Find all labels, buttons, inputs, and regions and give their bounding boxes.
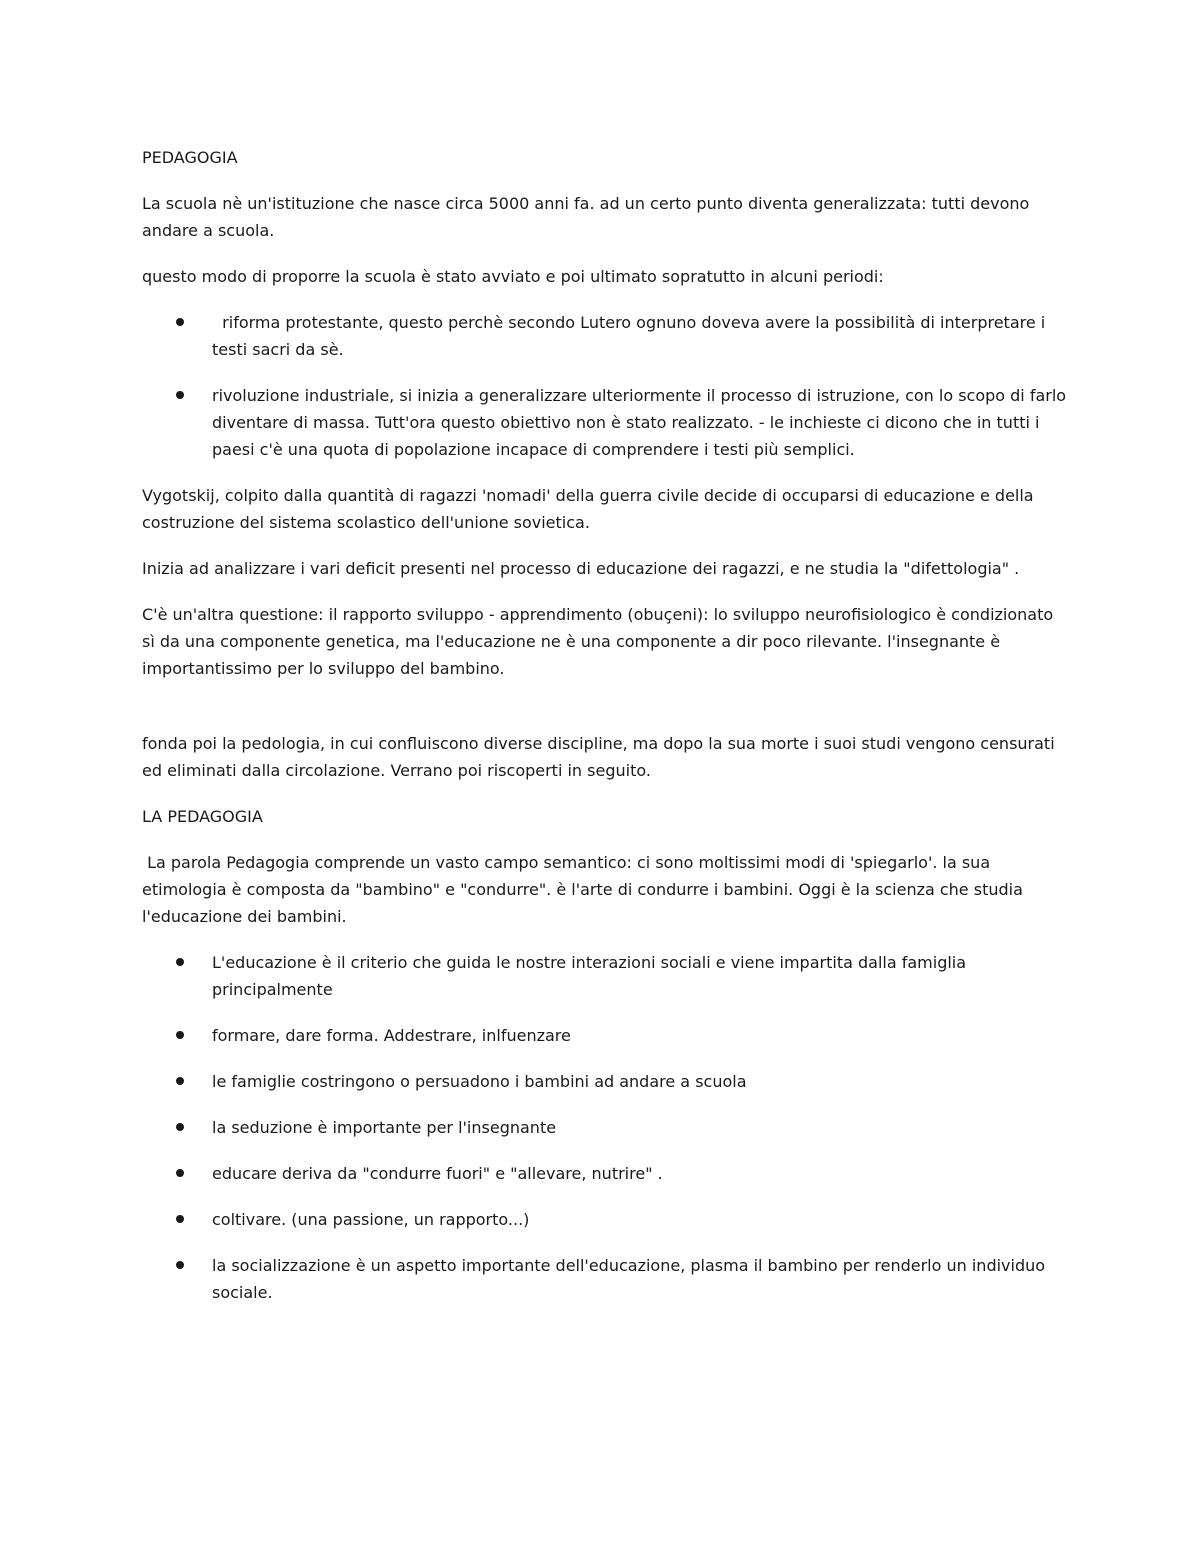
list-item (142, 1160, 1067, 1187)
bullet-icon (176, 1077, 184, 1085)
periods-list (142, 309, 1067, 463)
bullet-icon (176, 958, 184, 966)
list-item (142, 1114, 1067, 1141)
bullet-icon (176, 1123, 184, 1131)
document-page (142, 144, 1067, 1325)
section-subtitle: LA PEDAGOGIA (142, 807, 263, 826)
list-item-text: rivoluzione industriale, si inizia a generalizzare ulteriormente il processo di istruzione, con lo scopo di farlo diventare di massa. Tutt'ora questo obiettivo non è stato realizzato. - le inchieste ci dicono che in tutti i paesi c'è una quota di popolazione incapace di comprendere i testi più semplici. (212, 386, 1067, 459)
paragraph-sviluppo-apprendimento: C'è un'altra questione: il rapporto sviluppo - apprendimento (obuçeni): lo sviluppo neurofisiologico è condizionato sì da una componente genetica, ma l'educazione ne è una componente a dir poco rilevante. l'insegnante è importantissimo per lo sviluppo del bambino. (142, 605, 1054, 678)
paragraph-difettologia: Inizia ad analizzare i vari deficit presenti nel processo di educazione dei ragazzi, e ne studia la "difettologia" . (142, 559, 1020, 578)
list-item (142, 1252, 1067, 1306)
paragraph-pedagogia-definition: La parola Pedagogia comprende un vasto campo semantico: ci sono moltissimi modi di 'spiegarlo'. la sua etimologia è composta da "bambino" e "condurre". è l'arte di condurre i bambini. Oggi è la scienza che studia l'educazione dei bambini. (142, 853, 1028, 926)
list-item (142, 1206, 1067, 1233)
list-item (142, 1068, 1067, 1095)
bullet-icon (176, 391, 184, 399)
list-item-text: la seduzione è importante per l'insegnante (212, 1118, 557, 1137)
education-list (142, 949, 1067, 1306)
paragraph-pedologia: fonda poi la pedologia, in cui confluiscono diverse discipline, ma dopo la sua morte i suoi studi vengono censurati ed eliminati dalla circolazione. Verrano poi riscoperti in seguito. (142, 734, 1055, 780)
list-item (142, 1022, 1067, 1049)
list-item-text: le famiglie costringono o persuadono i bambini ad andare a scuola (212, 1072, 747, 1091)
bullet-icon (176, 1031, 184, 1039)
list-item-text: formare, dare forma. Addestrare, inlfuenzare (212, 1026, 571, 1045)
list-item-text: educare deriva da "condurre fuori" e "allevare, nutrire" . (212, 1164, 663, 1183)
list-item-text: coltivare. (una passione, un rapporto...) (212, 1210, 530, 1229)
list-item-text: riforma protestante, questo perchè secondo Lutero ognuno doveva avere la possibilità di interpretare i testi sacri da sè. (212, 313, 1051, 359)
list-item-text: la socializzazione è un aspetto importante dell'educazione, plasma il bambino per renderlo un individuo sociale. (212, 1256, 1046, 1302)
list-item-text: L'educazione è il criterio che guida le nostre interazioni sociali e viene impartita dalla famiglia principalmente (212, 953, 967, 999)
bullet-icon (176, 1261, 184, 1269)
paragraph-school-origin: La scuola nè un'istituzione che nasce circa 5000 anni fa. ad un certo punto diventa generalizzata: tutti devono andare a scuola. (142, 194, 1030, 240)
bullet-icon (176, 1215, 184, 1223)
list-item (142, 309, 1067, 363)
list-item (142, 949, 1067, 1003)
bullet-icon (176, 318, 184, 326)
blank-line (142, 682, 1067, 730)
list-item (142, 382, 1067, 463)
bullet-icon (176, 1169, 184, 1177)
document-title: PEDAGOGIA (142, 148, 238, 167)
paragraph-vygotskij: Vygotskij, colpito dalla quantità di ragazzi 'nomadi' della guerra civile decide di occuparsi di educazione e della costruzione del sistema scolastico dell'unione sovietica. (142, 486, 1034, 532)
paragraph-periods-intro: questo modo di proporre la scuola è stato avviato e poi ultimato sopratutto in alcuni periodi: (142, 267, 884, 286)
